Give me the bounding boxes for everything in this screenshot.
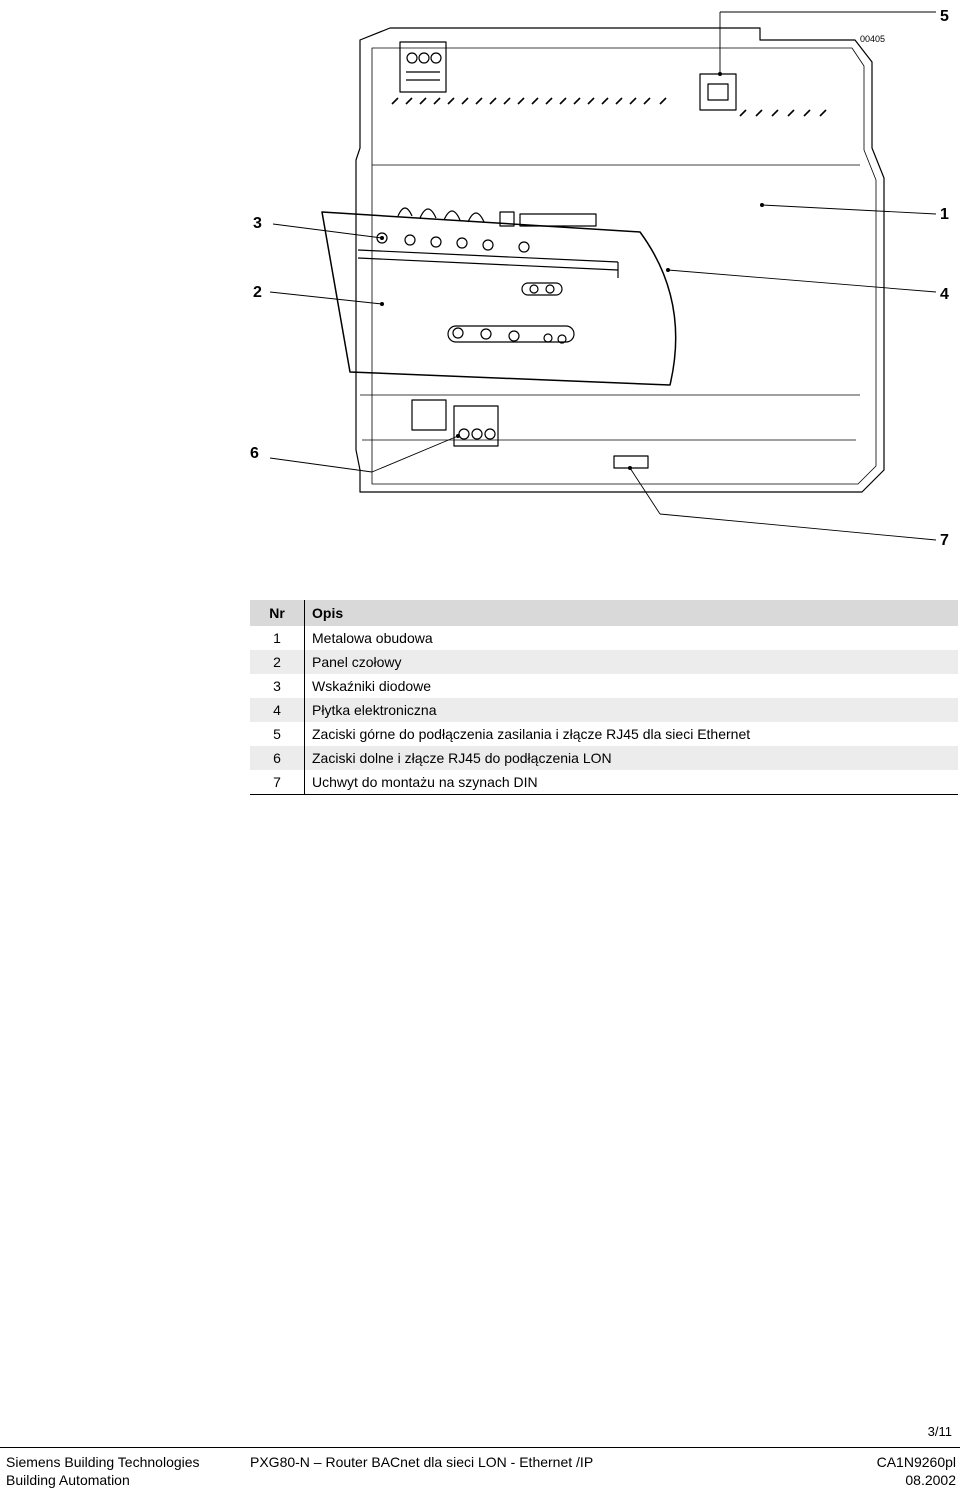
- callout-3: 3: [253, 215, 262, 232]
- row-nr: 6: [250, 746, 305, 770]
- parts-table: [250, 600, 958, 795]
- table-row: [250, 626, 958, 650]
- footer-divider: [0, 1447, 960, 1448]
- row-opis: Zaciski górne do podłączenia zasilania i złącze RJ45 dla sieci Ethernet: [312, 726, 751, 742]
- top-terminal-block: [400, 42, 446, 92]
- row-nr: 7: [250, 770, 305, 795]
- top-rj45-port: [700, 74, 736, 110]
- footer-division: Building Automation: [6, 1472, 130, 1488]
- callout-5: 5: [940, 8, 949, 25]
- table-row: [250, 650, 958, 674]
- row-nr: 4: [250, 698, 305, 722]
- bottom-terminal-block: [412, 400, 498, 446]
- callout-4: 4: [940, 286, 949, 303]
- device-drawing: [0, 0, 960, 580]
- footer-date: 08.2002: [905, 1472, 956, 1488]
- table-row: [250, 674, 958, 698]
- row-opis: Uchwyt do montażu na szynach DIN: [305, 770, 959, 795]
- vent-slots: [392, 98, 826, 116]
- row-nr: 1: [250, 626, 305, 650]
- footer-company: Siemens Building Technologies: [6, 1454, 200, 1470]
- front-panel: [322, 208, 676, 385]
- table-row: [250, 722, 958, 746]
- row-opis: Zaciski dolne i złącze RJ45 do podłączenia LON: [312, 750, 612, 766]
- footer-title: PXG80-N – Router BACnet dla sieci LON - Ethernet /IP: [250, 1454, 594, 1470]
- row-opis: Panel czołowy: [312, 654, 402, 670]
- callout-1: 1: [940, 206, 949, 223]
- page-number: 3/11: [927, 1424, 952, 1439]
- row-nr: 3: [250, 674, 305, 698]
- housing-outline: [356, 28, 884, 492]
- footer-doc-code: CA1N9260pl: [876, 1454, 956, 1470]
- callout-2: 2: [253, 284, 262, 301]
- row-opis: Metalowa obudowa: [312, 630, 433, 646]
- row-nr: 2: [250, 650, 305, 674]
- table-row: [250, 770, 958, 795]
- header-nr: Nr: [250, 600, 305, 626]
- row-nr: 5: [250, 722, 305, 746]
- table-header-row: [250, 600, 958, 626]
- table-row: [250, 698, 958, 722]
- leader-lines: [270, 12, 936, 540]
- header-opis: Opis: [305, 600, 959, 626]
- row-opis: Wskaźniki diodowe: [312, 678, 432, 694]
- row-opis: Płytka elektroniczna: [312, 702, 437, 718]
- table-row: [250, 746, 958, 770]
- din-clip: [614, 456, 648, 468]
- callout-6: 6: [250, 445, 259, 462]
- drawing-code: 00405: [860, 34, 886, 44]
- callout-7: 7: [940, 532, 949, 549]
